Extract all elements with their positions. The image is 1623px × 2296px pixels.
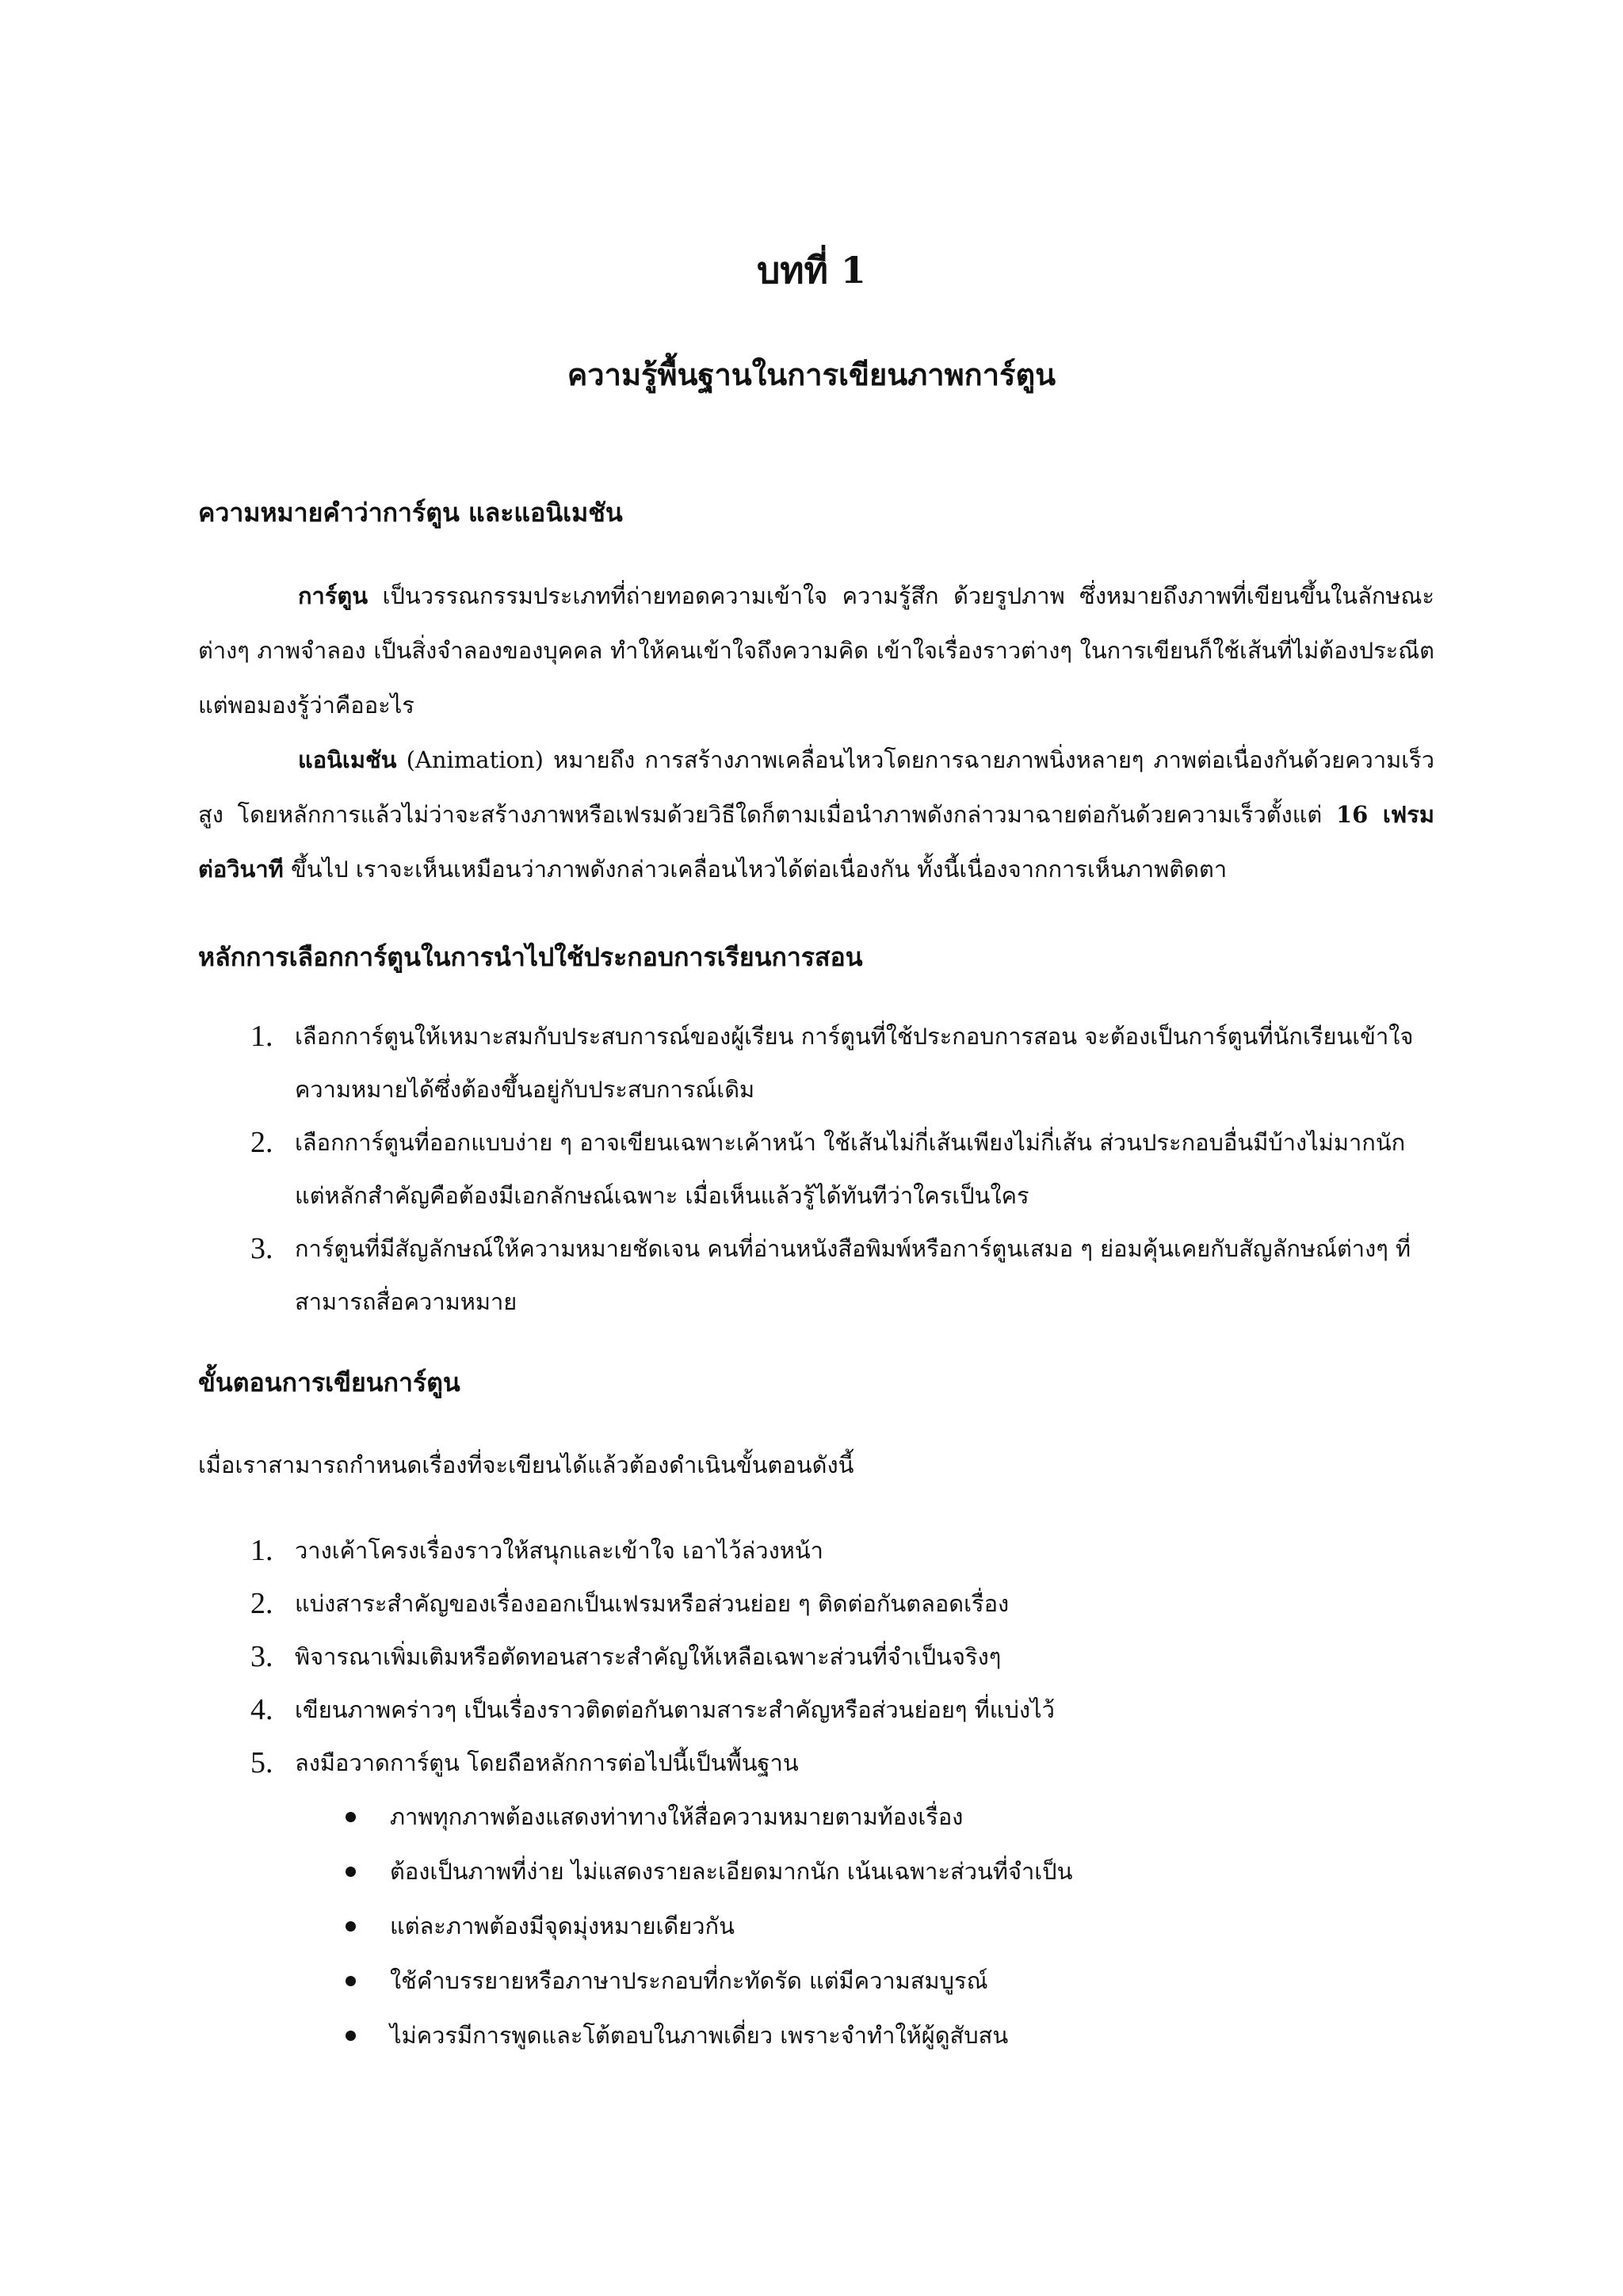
bullet-text: ต้องเป็นภาพที่ง่าย ไม่แสดงรายละเอียดมากนัก เน้นเฉพาะส่วนที่จำเป็น bbox=[390, 1858, 1073, 1886]
cartoon-definition-text: เป็นวรรณกรรมประเภทที่ถ่ายทอดความเข้าใจ ความรู้สึก ด้วยรูปภาพ ซึ่งหมายถึงภาพที่เขียนขึ้นในลักษณะต่างๆ ภาพจำลอง เป็นสิ่งจำลองของบุคคล ทำให้คนเข้าใจถึงความคิด เข้าใจเรื่องราวต่างๆ ในการเขียนก็ใช้เส้นที่ไม่ต้องประณีต แต่พอมองรู้ว่าคืออะไร bbox=[198, 582, 1434, 719]
list-item bbox=[250, 1630, 1434, 1684]
list-item-text: วางเค้าโครงเรื่องราวให้สนุกและเข้าใจ เอาไว้ล่วงหน้า bbox=[295, 1537, 823, 1565]
list-number: 3. bbox=[250, 1231, 273, 1265]
list-item-text: พิจารณาเพิ่มเติมหรือตัดทอนสาระสำคัญให้เหลือเฉพาะส่วนที่จำเป็นจริงๆ bbox=[295, 1643, 1002, 1671]
bullet-dot-icon bbox=[346, 2031, 356, 2041]
bullet-item bbox=[346, 1790, 1434, 1844]
paragraph-cartoon-definition bbox=[198, 569, 1434, 733]
list-item-text: แบ่งสาระสำคัญของเรื่องออกเป็นเฟรมหรือส่วนย่อย ๆ ติดต่อกันตลอดเรื่อง bbox=[295, 1590, 1010, 1618]
list-number: 1. bbox=[250, 1019, 273, 1053]
list-item-text: การ์ตูนที่มีสัญลักษณ์ให้ความหมายชัดเจน คนที่อ่านหนังสือพิมพ์หรือการ์ตูนเสมอ ๆ ย่อมคุ้นเคยกับสัญลักษณ์ต่างๆ ที่สามารถสื่อความหมาย bbox=[295, 1234, 1411, 1315]
paragraph-animation-definition bbox=[198, 733, 1434, 897]
bullet-item bbox=[346, 2008, 1434, 2063]
animation-definition-text-1: (Animation) หมายถึง การสร้างภาพเคลื่อนไหวโดยการฉายภาพนิ่งหลายๆ ภาพต่อเนื่องกันด้วยความเร็วสูง โดยหลักการแล้วไม่ว่าจะสร้างภาพหรือเฟรมด้วยวิธีใดก็ตามเมื่อนำภาพดังกล่าวมาฉายต่อกันด้วยความเร็วตั้งแต่ bbox=[198, 746, 1434, 828]
list-item bbox=[250, 1222, 1434, 1329]
bullet-item bbox=[346, 1899, 1434, 1954]
selection-principles-list bbox=[198, 1010, 1434, 1329]
bullet-dot-icon bbox=[346, 1867, 356, 1877]
list-number: 1. bbox=[250, 1534, 273, 1568]
term-animation: แอนิเมชัน bbox=[298, 746, 397, 773]
section-heading-selection-principles: หลักการเลือกการ์ตูนในการนำไปใช้ประกอบการเรียนการสอน bbox=[198, 941, 863, 972]
list-item-text: เลือกการ์ตูนให้เหมาะสมกับประสบการณ์ของผู้เรียน การ์ตูนที่ใช้ประกอบการสอน จะต้องเป็นการ์ตูนที่นักเรียนเข้าใจ ความหมายได้ซึ่งต้องขึ้นอยู่กับประสบการณ์เดิม bbox=[295, 1022, 1414, 1103]
bullet-text: แต่ละภาพต้องมีจุดมุ่งหมายเดียวกัน bbox=[390, 1913, 735, 1940]
drawing-principles-bullets bbox=[198, 1790, 1434, 2063]
list-item bbox=[250, 1684, 1434, 1737]
bullet-dot-icon bbox=[346, 1921, 356, 1932]
term-cartoon: การ์ตูน bbox=[298, 582, 369, 609]
list-item bbox=[250, 1577, 1434, 1630]
section-heading-drawing-steps: ขั้นตอนการเขียนการ์ตูน bbox=[198, 1367, 460, 1398]
list-item-text: ลงมือวาดการ์ตูน โดยถือหลักการต่อไปนี้เป็นพื้นฐาน bbox=[295, 1749, 799, 1777]
list-number: 4. bbox=[250, 1693, 273, 1727]
list-item bbox=[250, 1116, 1434, 1222]
bullet-dot-icon bbox=[346, 1812, 356, 1822]
animation-definition-text-2: ขึ้นไป เราจะเห็นเหมือนว่าภาพดังกล่าวเคลื่อนไหวได้ต่อเนื่องกัน ทั้งนี้เนื่องจากการเห็นภาพติดตา bbox=[283, 855, 1228, 883]
list-number: 2. bbox=[250, 1125, 273, 1159]
chapter-title: ความรู้พื้นฐานในการเขียนภาพการ์ตูน bbox=[567, 357, 1056, 392]
list-item-text: เขียนภาพคร่าวๆ เป็นเรื่องราวติดต่อกันตามสาระสำคัญหรือส่วนย่อยๆ ที่แบ่งไว้ bbox=[295, 1696, 1055, 1724]
bullet-item bbox=[346, 1844, 1434, 1899]
list-item bbox=[250, 1737, 1434, 1790]
bullet-dot-icon bbox=[346, 1976, 356, 1986]
bullet-item bbox=[346, 1954, 1434, 2008]
bullet-text: ไม่ควรมีการพูดและโต้ตอบในภาพเดี่ยว เพราะจำทำให้ผู้ดูสับสน bbox=[390, 2022, 1009, 2050]
list-item bbox=[250, 1010, 1434, 1116]
list-number: 2. bbox=[250, 1587, 273, 1621]
drawing-steps-list bbox=[198, 1524, 1434, 1790]
animation-frame-rate: 16 เฟรมต่อวินาที bbox=[198, 800, 1434, 883]
steps-intro-text: เมื่อเราสามารถกำหนดเรื่องที่จะเขียนได้แล้วต้องดำเนินขั้นตอนดังนี้ bbox=[198, 1451, 854, 1479]
section-heading-definitions: ความหมายคำว่าการ์ตูน และแอนิเมชัน bbox=[198, 498, 623, 528]
list-number: 3. bbox=[250, 1640, 273, 1674]
bullet-text: ใช้คำบรรยายหรือภาษาประกอบที่กะทัดรัด แต่มีความสมบูรณ์ bbox=[390, 1967, 988, 1995]
list-number: 5. bbox=[250, 1746, 273, 1780]
list-item-text: เลือกการ์ตูนที่ออกแบบง่าย ๆ อาจเขียนเฉพาะเค้าหน้า ใช้เส้นไม่กี่เส้นเพียงไม่กี่เส้น ส่วนประกอบอื่นมีบ้างไม่มากนัก แต่หลักสำคัญคือต้องมีเอกลักษณ์เฉพาะ เมื่อเห็นแล้วรู้ได้ทันทีว่าใครเป็นใคร bbox=[295, 1128, 1406, 1209]
list-item bbox=[250, 1524, 1434, 1577]
chapter-number: บทที่ 1 bbox=[757, 249, 866, 292]
document-body bbox=[198, 495, 1434, 2063]
bullet-text: ภาพทุกภาพต้องแสดงท่าทางให้สื่อความหมายตามท้องเรื่อง bbox=[390, 1803, 964, 1831]
